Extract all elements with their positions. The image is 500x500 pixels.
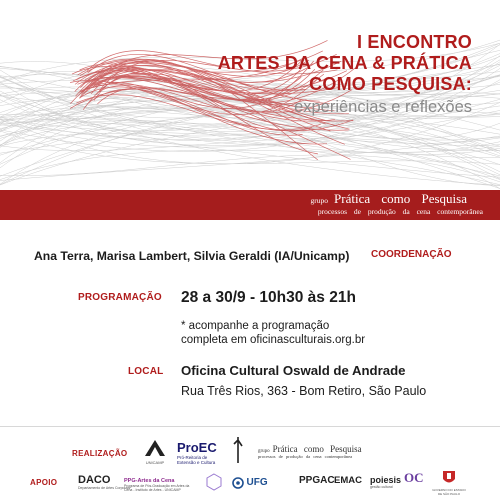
emblem-icon — [205, 473, 223, 491]
event-subtitle: experiências e reflexões — [294, 98, 472, 116]
ufg-title: UFG — [246, 477, 268, 488]
unicamp-logo — [143, 438, 167, 465]
proec-title: ProEC — [177, 440, 217, 455]
ufg-emblem-icon — [232, 477, 244, 489]
group-title: Prática como Pesquisa — [334, 191, 467, 206]
location-label: LOCAL — [128, 366, 164, 377]
proec-logo — [177, 440, 225, 465]
emblem-logo — [205, 473, 223, 493]
poiesis-logo — [370, 475, 401, 490]
group-logo-tagline: processos de produção da cena contemporânea — [258, 454, 353, 459]
ppgac-logo — [299, 475, 335, 486]
oc-title: OC — [404, 470, 424, 485]
group-tagline: processos de produção da cena contemporânea — [317, 207, 483, 216]
note-line-1: * acompanhe a programação — [181, 320, 330, 332]
figure-icon — [232, 436, 244, 464]
group-banner — [0, 190, 500, 220]
coordination-label: COORDENAÇÃO — [371, 249, 452, 260]
emac-title: EMAC — [334, 475, 362, 486]
daco-title: DACO — [78, 474, 111, 486]
group-logo — [258, 444, 362, 459]
ppg-artes-logo — [124, 474, 190, 492]
emac-logo — [334, 475, 362, 486]
title-line-2: ARTES DA CENA & PRÁTICA — [217, 53, 472, 73]
hero-artwork — [0, 0, 500, 190]
title-line-3: COMO PESQUISA: — [309, 74, 472, 94]
poiesis-subtitle: gestão cultural — [370, 485, 393, 489]
group-logo-word: grupo — [258, 449, 270, 454]
unicamp-label: UNICAMP — [145, 460, 165, 465]
poiesis-title: poiesis — [370, 475, 402, 485]
coordinators: Ana Terra, Marisa Lambert, Silvia Geraldi (IA/Unicamp) — [34, 249, 350, 263]
realizacao-label: REALIZAÇÃO — [72, 449, 128, 458]
event-title — [218, 32, 472, 118]
daco-logo — [78, 474, 130, 491]
venue-name: Oficina Cultural Oswald de Andrade — [181, 363, 406, 378]
venue-address: Rua Três Rios, 363 - Bom Retiro, São Paulo — [181, 384, 427, 398]
ppg-subtitle: Programa de Pós-Graduação em Artes da Cena - Instituto de Artes - UNICAMP — [124, 484, 190, 492]
unicamp-emblem-icon — [143, 438, 167, 458]
programming-label: PROGRAMAÇÃO — [78, 292, 162, 303]
governo-sp-logo — [431, 469, 467, 496]
coordination-names — [34, 247, 349, 265]
daco-subtitle: Departamento de Artes Corporais — [78, 486, 131, 490]
gov-sp-label: GOVERNO DO ESTADO DE SÃO PAULO — [432, 488, 466, 496]
apoio-label: APOIO — [30, 478, 58, 487]
group-logo-name: Prática como Pesquisa — [272, 444, 362, 454]
figure-mark-logo — [232, 436, 244, 466]
ppg-title: PPG-Artes da Cena — [124, 478, 175, 484]
footer-divider — [0, 426, 500, 427]
title-line-1: I ENCONTRO — [356, 32, 472, 52]
note-line-2: completa em oficinasculturais.org.br — [181, 334, 366, 346]
ufg-logo — [232, 477, 268, 491]
event-dates: 28 a 30/9 - 10h30 às 21h — [181, 289, 356, 306]
programming-note — [181, 319, 365, 347]
ppgac-title: PPGAC — [299, 475, 335, 486]
group-word: grupo — [310, 196, 329, 205]
proec-subtitle: Pró-Reitoria de Extensão e Cultura — [177, 455, 216, 465]
sp-coat-of-arms-icon — [439, 469, 459, 487]
oc-logo — [404, 470, 424, 486]
